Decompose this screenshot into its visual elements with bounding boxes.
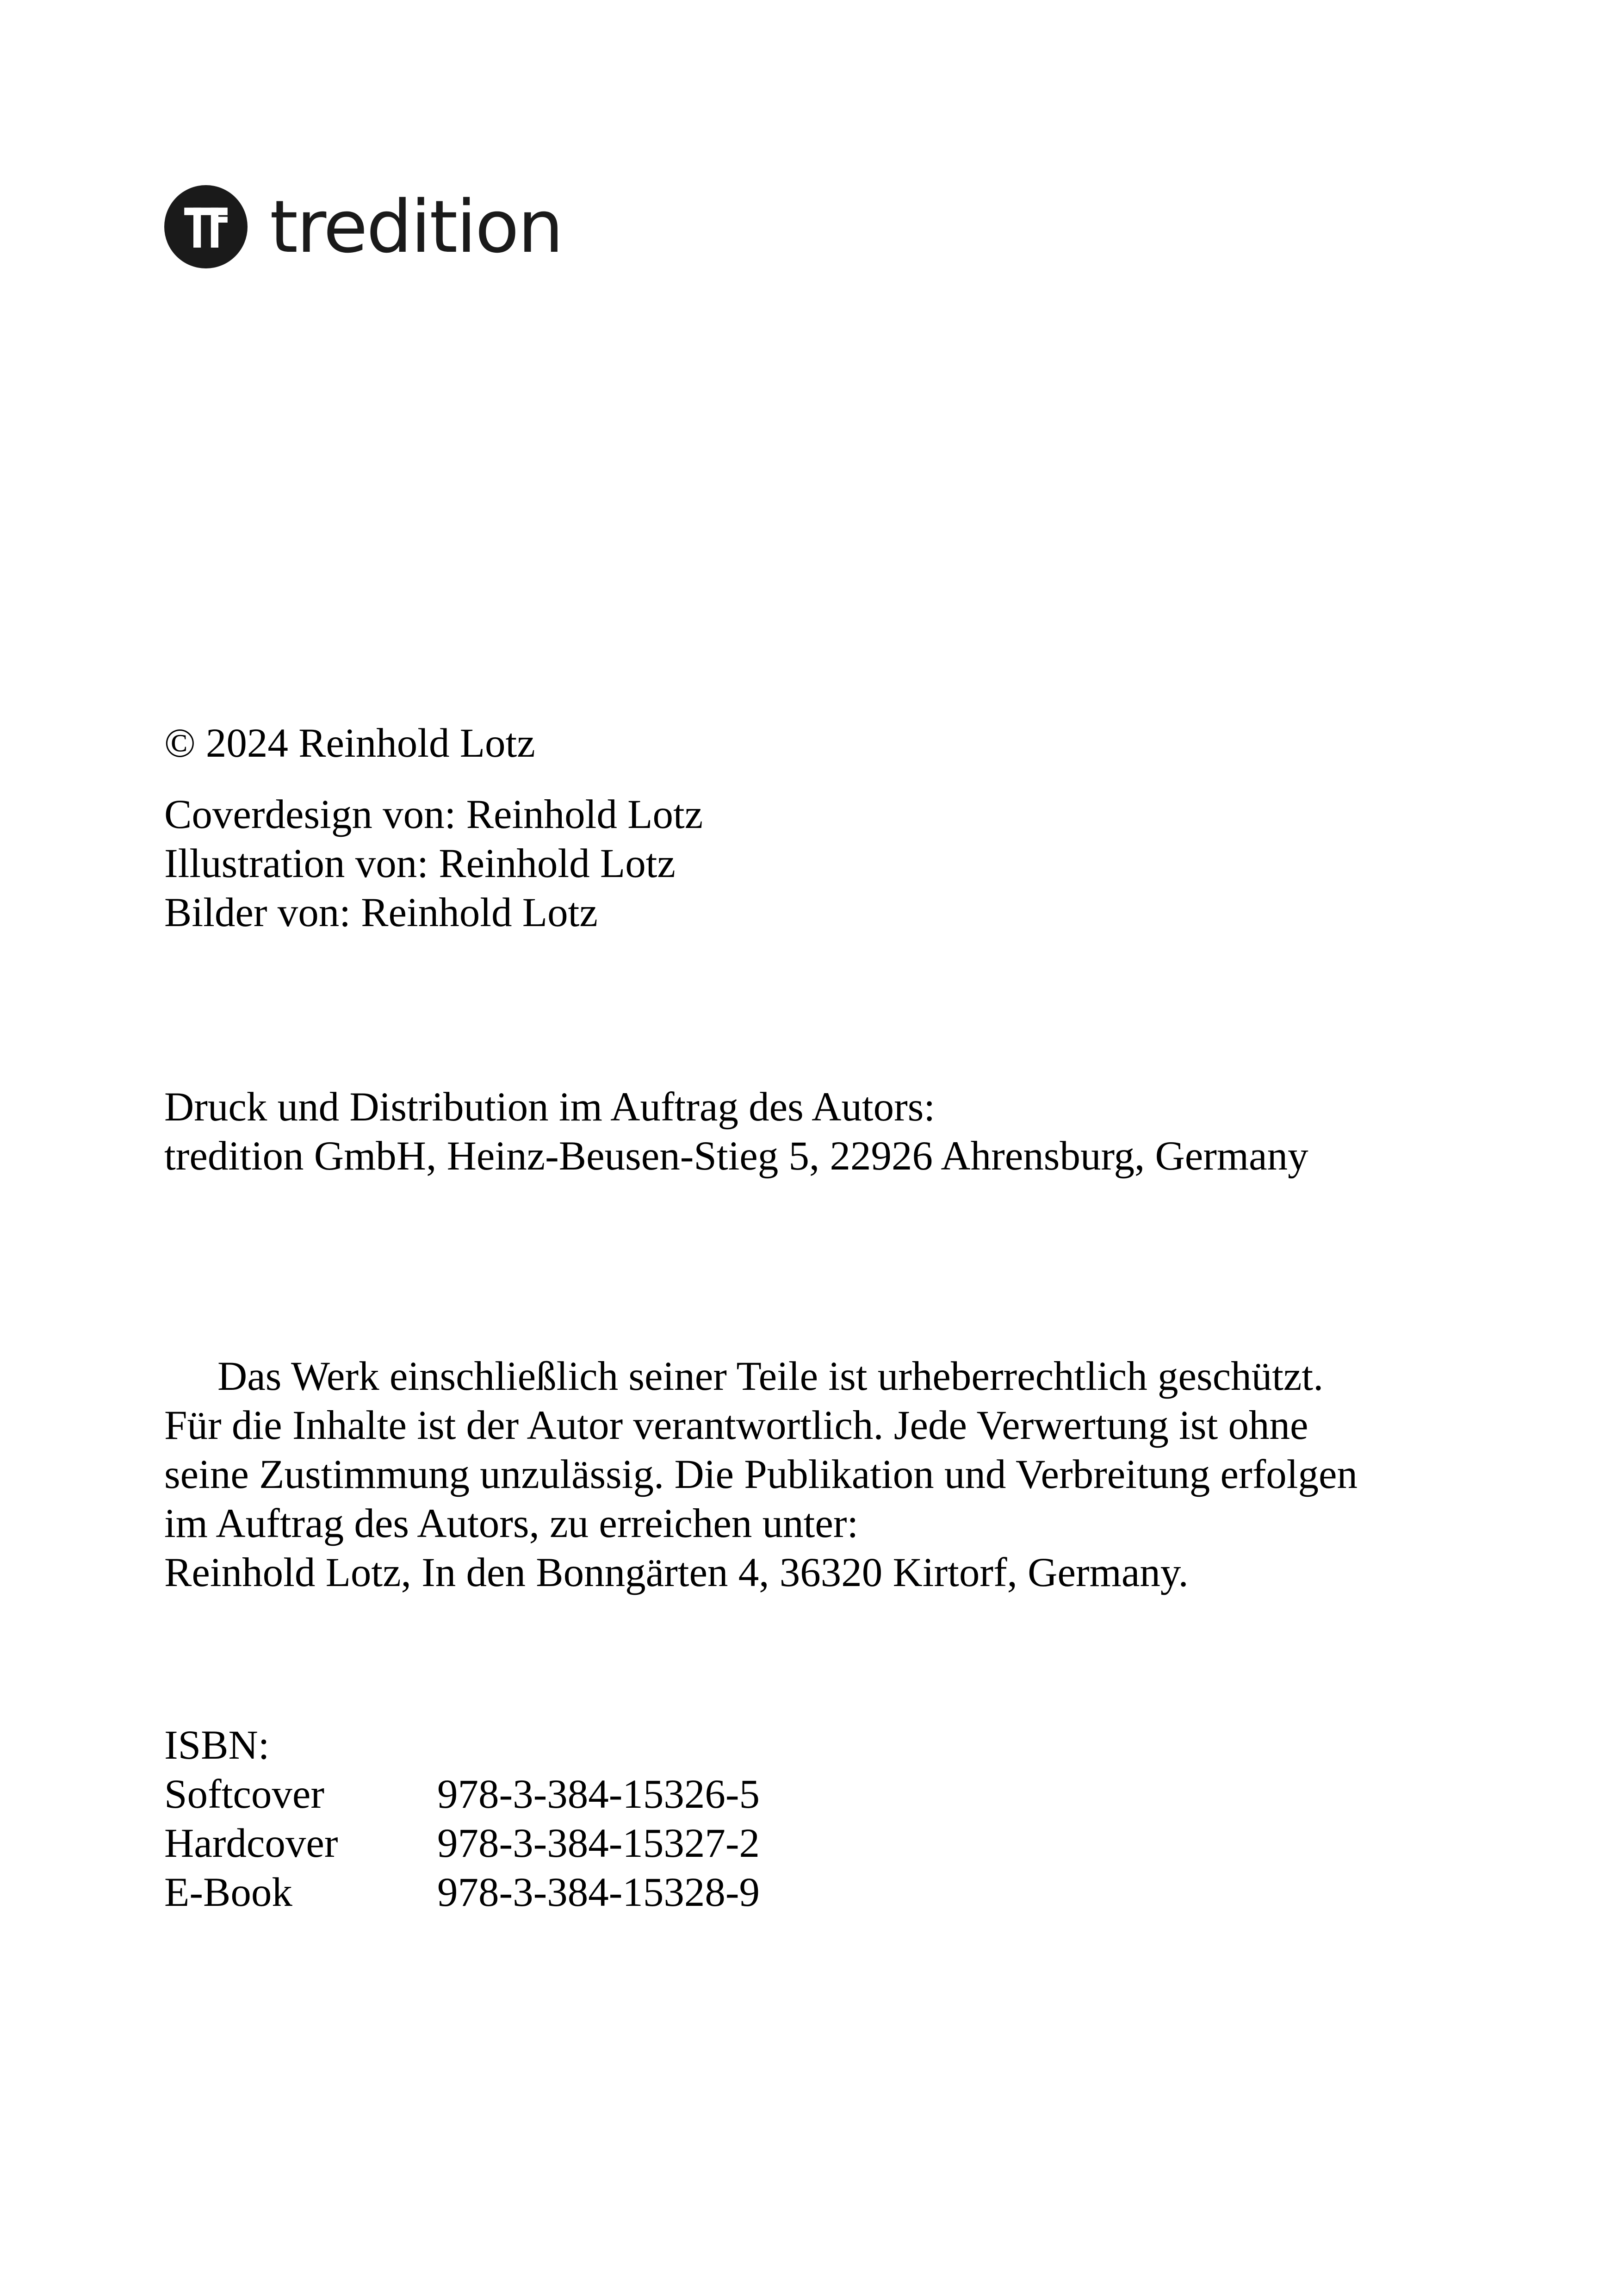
isbn-row-softcover <box>164 1770 760 1819</box>
distribution-address: tredition GmbH, Heinz-Beusen-Stieg 5, 22926 Ahrensburg, Germany <box>164 1133 1308 1179</box>
tredition-logo-icon <box>164 185 248 268</box>
isbn-row-hardcover <box>164 1819 760 1868</box>
copyright-line: © 2024 Reinhold Lotz <box>164 721 535 766</box>
logo-wordmark: tredition <box>270 185 563 269</box>
legal-line: Für die Inhalte ist der Autor verantwortlich. Jede Verwertung ist ohne <box>164 1403 1308 1448</box>
isbn-label: ISBN: <box>164 1723 270 1768</box>
credit-images: Bilder von: Reinhold Lotz <box>164 890 598 935</box>
credit-illustration: Illustration von: Reinhold Lotz <box>164 841 676 886</box>
isbn-type: E-Book <box>164 1870 292 1915</box>
legal-line: seine Zustimmung unzulässig. Die Publikation und Verbreitung erfolgen <box>164 1452 1358 1497</box>
isbn-row-ebook <box>164 1868 760 1917</box>
publisher-logo <box>164 184 562 269</box>
credits-block <box>164 790 703 937</box>
legal-line: im Auftrag des Autors, zu erreichen unter: <box>164 1501 859 1546</box>
legal-line: Das Werk einschließlich seiner Teile ist urheberrechtlich geschützt. <box>217 1354 1324 1399</box>
distribution-block <box>164 1083 1308 1181</box>
isbn-number: 978-3-384-15327-2 <box>437 1821 760 1866</box>
isbn-type: Hardcover <box>164 1821 338 1866</box>
isbn-block <box>164 1721 760 1917</box>
copyright-notice <box>164 719 535 768</box>
isbn-number: 978-3-384-15326-5 <box>437 1772 760 1817</box>
distribution-heading: Druck und Distribution im Auftrag des Autors: <box>164 1084 936 1130</box>
credit-cover-design: Coverdesign von: Reinhold Lotz <box>164 792 703 837</box>
author-address: Reinhold Lotz, In den Bonngärten 4, 36320 Kirtorf, Germany. <box>164 1550 1189 1595</box>
isbn-type: Softcover <box>164 1772 325 1817</box>
isbn-number: 978-3-384-15328-9 <box>437 1870 760 1915</box>
legal-notice <box>164 1352 1358 1597</box>
